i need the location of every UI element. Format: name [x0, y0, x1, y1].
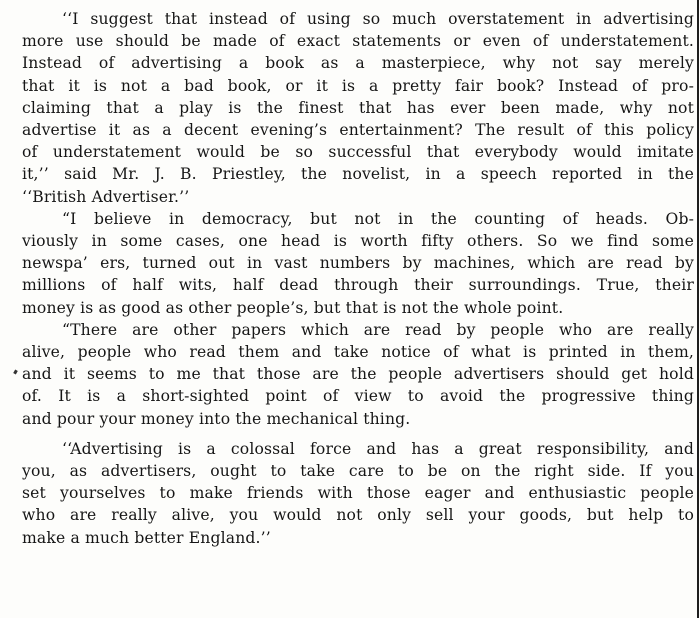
paragraph-priestley-quote: [22, 8, 694, 208]
text-line: more use should be made of exact statements or even of understatement.: [22, 32, 694, 51]
text-line: ‘‘I suggest that instead of using so much overstatement in advertising: [62, 10, 694, 28]
text-line: alive, people who read them and take notice of what is printed in them,: [22, 343, 694, 362]
text-line: you, as advertisers, ought to take care to be on the right side. If you: [22, 462, 694, 481]
page-edge-border: [697, 0, 699, 618]
paragraph-spacer: [22, 430, 694, 438]
text-line: millions of half wits, half dead through their surroundings. True, their: [22, 276, 694, 295]
paragraph-democracy: [22, 208, 694, 319]
text-line: “I believe in democracy, but not in the counting of heads. Ob-: [62, 209, 694, 228]
text-line: viously in some cases, one head is worth fifty others. So we find some: [22, 232, 694, 251]
ink-speck: [13, 370, 18, 375]
text-line: ‘‘British Advertiser.’’: [22, 187, 190, 206]
paragraph-advertising-force: [22, 438, 694, 549]
text-line: “There are other papers which are read by people who are really: [62, 320, 694, 339]
text-line: and it seems to me that those are the people advertisers should get hold: [22, 365, 694, 384]
text-line: set yourselves to make friends with those eager and enthusiastic people: [22, 484, 694, 503]
text-line: of understatement would be so successful that everybody would imitate: [22, 143, 694, 162]
text-line: that it is not a bad book, or it is a pretty fair book? Instead of pro-: [22, 76, 694, 95]
text-line: advertise it as a decent evening’s entertainment? The result of this policy: [22, 121, 694, 140]
article-body: [22, 8, 694, 549]
text-line: it,’’ said Mr. J. B. Priestley, the novelist, in a speech reported in the: [22, 165, 694, 184]
text-line: Instead of advertising a book as a masterpiece, why not say merely: [22, 54, 694, 73]
text-line: make a much better England.’’: [22, 528, 271, 547]
text-line: and pour your money into the mechanical thing.: [22, 409, 411, 428]
text-line: of. It is a short-sighted point of view to avoid the progressive thing: [22, 387, 694, 406]
text-line: newspa’ еrs, turned out in vast numbers by machines, which are read by: [22, 254, 694, 273]
text-line: who are really alive, you would not only sell your goods, but help to: [22, 506, 694, 525]
text-line: claiming that a play is the finest that has ever been made, why not: [22, 98, 694, 117]
text-line: ‘‘Advertising is a colossal force and has a great responsibility, and: [62, 439, 694, 458]
paragraph-other-papers: [22, 319, 694, 430]
text-line: money is as good as other people’s, but that is not the whole point.: [22, 298, 564, 317]
